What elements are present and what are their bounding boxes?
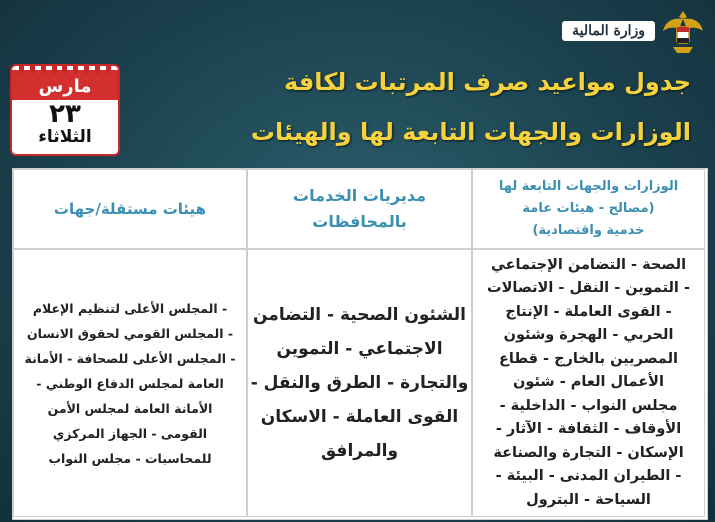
cell-line: مجلس النواب - الداخلية - [499, 397, 678, 414]
cell-line: - الطيران المدنى - البيئة - [495, 468, 682, 485]
page-title-line-2: الوزارات والجهات التابعة لها والهيئات [250, 118, 691, 146]
cell-line: - المجلس القومي لحقوق الانسان [27, 325, 234, 341]
cell-line: الشئون الصحية - التضامن [253, 305, 466, 325]
salary-schedule-table [12, 168, 708, 520]
cell-line: - المجلس الأعلى لتنظيم الإعلام [32, 300, 228, 316]
column-header-line: مديريات الخدمات [292, 186, 427, 205]
cell-line: الصحة - التضامن الإجتماعي [490, 256, 687, 273]
cell-line: والتجارة - الطرق والنقل - [250, 373, 469, 393]
column-header-service-directorates [247, 169, 472, 249]
calendar-date [10, 64, 120, 156]
cell-line: الأمانة العامة لمجلس الأمن [47, 400, 213, 416]
calendar-weekday: الثلاثاء [38, 127, 92, 147]
column-header-line: الوزارات والجهات التابعة لها [498, 179, 679, 194]
calendar-rings [12, 64, 118, 74]
cell-line: العامة لمجلس الدفاع الوطني - [36, 375, 224, 391]
cell-line: القومى - الجهاز المركزي [52, 425, 208, 441]
cell-line: - المجلس الأعلى للصحافة - الأمانة [24, 350, 236, 366]
cell-line: والمرافق [320, 441, 399, 461]
column-header-independent-bodies [13, 169, 247, 249]
cell-line: - التموين - النقل - الاتصالات [487, 280, 690, 297]
ministry-name: وزارة المالية [562, 21, 655, 41]
cell-line: السياحة - البترول [526, 491, 651, 508]
column-header-line: بالمحافظات [312, 212, 407, 231]
ministry-logo [535, 6, 705, 56]
column-header-line: خدمية واقتصادية) [532, 223, 645, 238]
cell-service-directorates [247, 249, 472, 517]
cell-line: - القوى العاملة - الإنتاج [505, 303, 672, 320]
page-title-line-1: جدول مواعيد صرف المرتبات لكافة [284, 68, 691, 96]
cell-line: المصريين بالخارج - قطاع [499, 350, 679, 367]
cell-line: الحربي - الهجرة وشئون [503, 327, 674, 344]
cell-line: الأوقاف - الثقافة - الآثار - [495, 421, 682, 438]
cell-line: للمحاسبات - مجلس النواب [48, 450, 212, 466]
column-header-line: هيئات مستقلة/جهات [53, 200, 207, 218]
cell-line: القوى العاملة - الاسكان [260, 407, 459, 427]
calendar-month: مارس [12, 70, 118, 100]
cell-line: الإسكان - التجارة والصناعة [493, 444, 684, 461]
cell-ministries [472, 249, 705, 517]
calendar-day: ٢٣ [49, 99, 81, 129]
column-header-ministries [472, 169, 705, 249]
eagle-emblem-icon [661, 7, 705, 55]
column-header-line: (مصالح - هيئات عامة [522, 201, 655, 216]
cell-line: الأعمال العام - شئون [513, 374, 664, 391]
cell-independent-bodies [13, 249, 247, 517]
cell-line: الاجتماعي - التموين [276, 339, 443, 359]
